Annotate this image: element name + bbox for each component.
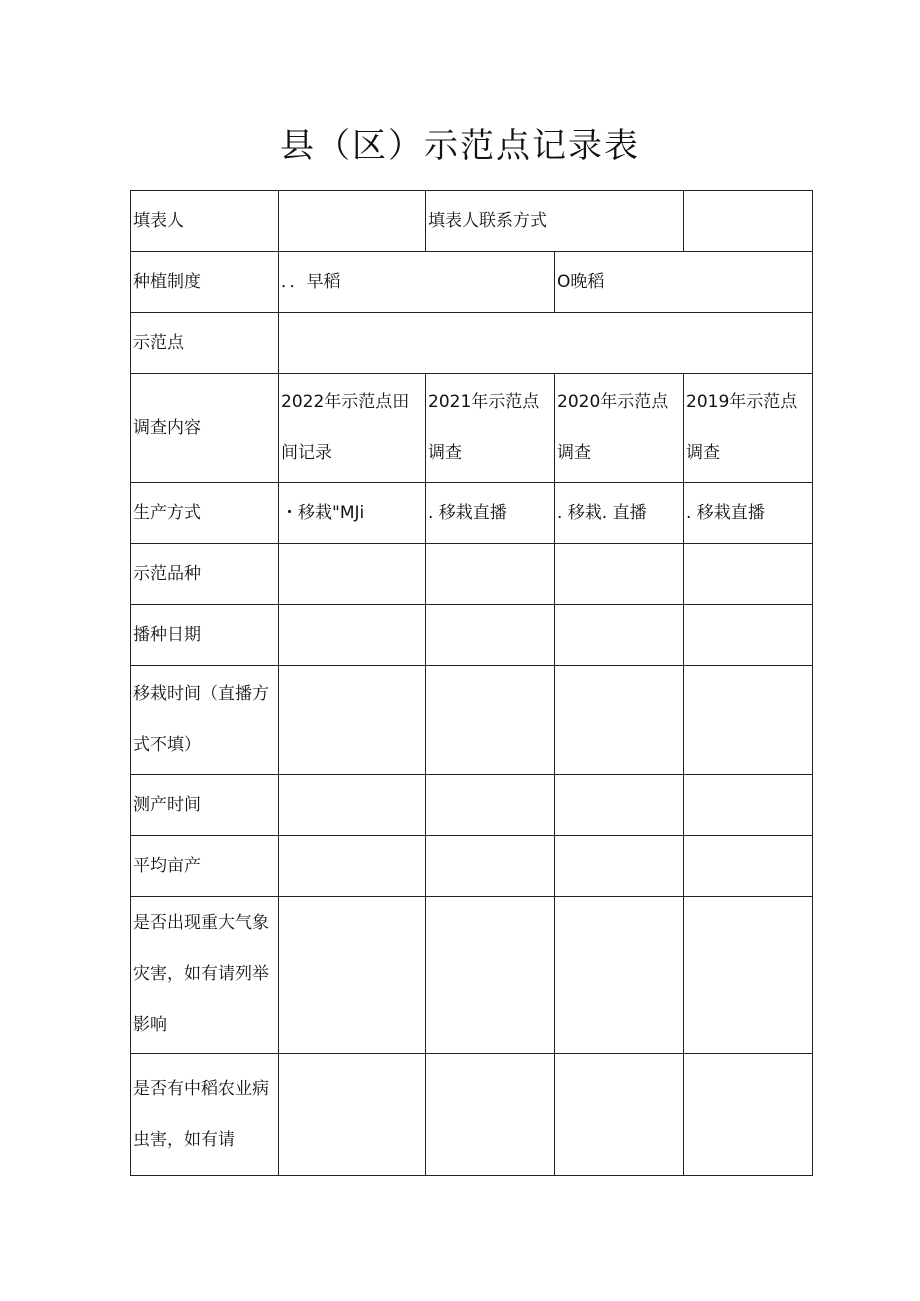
- survey-content-label: 调查内容: [131, 374, 279, 483]
- measure-2021-cell[interactable]: [426, 775, 555, 836]
- record-table: [130, 190, 813, 1176]
- table-row: [131, 666, 813, 775]
- table-row: [131, 252, 813, 313]
- filler-field[interactable]: [279, 191, 426, 252]
- early-rice-option[interactable]: ．．早稻: [279, 252, 555, 313]
- variety-2021-cell[interactable]: [426, 544, 555, 605]
- filler-label: 填表人: [131, 191, 279, 252]
- transplant-2020-cell[interactable]: [555, 666, 684, 775]
- table-row: [131, 313, 813, 374]
- transplant-2021-cell[interactable]: [426, 666, 555, 775]
- weather-2020-cell[interactable]: [555, 897, 684, 1054]
- weather-2021-cell[interactable]: [426, 897, 555, 1054]
- sowing-2019-cell[interactable]: [684, 605, 813, 666]
- demo-point-label: 示范点: [131, 313, 279, 374]
- yield-2020-cell[interactable]: [555, 836, 684, 897]
- measure-2019-cell[interactable]: [684, 775, 813, 836]
- table-row: [131, 1054, 813, 1176]
- variety-2022-cell[interactable]: [279, 544, 426, 605]
- yield-2019-cell[interactable]: [684, 836, 813, 897]
- table-row: [131, 897, 813, 1054]
- weather-2019-cell[interactable]: [684, 897, 813, 1054]
- pest-2019-cell[interactable]: [684, 1054, 813, 1176]
- sowing-date-label: 播种日期: [131, 605, 279, 666]
- sowing-2021-cell[interactable]: [426, 605, 555, 666]
- measure-2022-cell[interactable]: [279, 775, 426, 836]
- demo-point-field[interactable]: [279, 313, 813, 374]
- method-2021-option[interactable]: . 移栽直播: [426, 483, 555, 544]
- sowing-2020-cell[interactable]: [555, 605, 684, 666]
- transplant-2022-cell[interactable]: [279, 666, 426, 775]
- weather-2022-cell[interactable]: [279, 897, 426, 1054]
- table-row: [131, 374, 813, 483]
- measure-2020-cell[interactable]: [555, 775, 684, 836]
- late-rice-option[interactable]: O晚稻: [555, 252, 813, 313]
- table-row: [131, 836, 813, 897]
- survey-2020-header: 2020年示范点调查: [555, 374, 684, 483]
- production-method-label: 生产方式: [131, 483, 279, 544]
- table-row: [131, 544, 813, 605]
- table-row: [131, 775, 813, 836]
- survey-2019-header: 2019年示范点调查: [684, 374, 813, 483]
- average-yield-label: 平均亩产: [131, 836, 279, 897]
- transplant-2019-cell[interactable]: [684, 666, 813, 775]
- method-2022-option[interactable]: ・移栽"MJi: [279, 483, 426, 544]
- variety-label: 示范品种: [131, 544, 279, 605]
- yield-measure-time-label: 测产时间: [131, 775, 279, 836]
- table-row: [131, 605, 813, 666]
- method-2020-option[interactable]: . 移栽. 直播: [555, 483, 684, 544]
- table-row: [131, 483, 813, 544]
- contact-label: 填表人联系方式: [426, 191, 684, 252]
- sowing-2022-cell[interactable]: [279, 605, 426, 666]
- page-title: 县（区）示范点记录表: [280, 126, 640, 166]
- yield-2021-cell[interactable]: [426, 836, 555, 897]
- variety-2019-cell[interactable]: [684, 544, 813, 605]
- pest-disease-label: 是否有中稻农业病虫害，如有请: [131, 1054, 279, 1176]
- method-2019-option[interactable]: . 移栽直播: [684, 483, 813, 544]
- weather-disaster-label: 是否出现重大气象灾害，如有请列举影响: [131, 897, 279, 1054]
- pest-2022-cell[interactable]: [279, 1054, 426, 1176]
- survey-2022-header: 2022年示范点田间记录: [279, 374, 426, 483]
- planting-system-label: 种植制度: [131, 252, 279, 313]
- table-row: [131, 191, 813, 252]
- pest-2021-cell[interactable]: [426, 1054, 555, 1176]
- pest-2020-cell[interactable]: [555, 1054, 684, 1176]
- yield-2022-cell[interactable]: [279, 836, 426, 897]
- survey-2021-header: 2021年示范点调查: [426, 374, 555, 483]
- transplant-time-label: 移栽时间（直播方式不填）: [131, 666, 279, 775]
- contact-field[interactable]: [684, 191, 813, 252]
- variety-2020-cell[interactable]: [555, 544, 684, 605]
